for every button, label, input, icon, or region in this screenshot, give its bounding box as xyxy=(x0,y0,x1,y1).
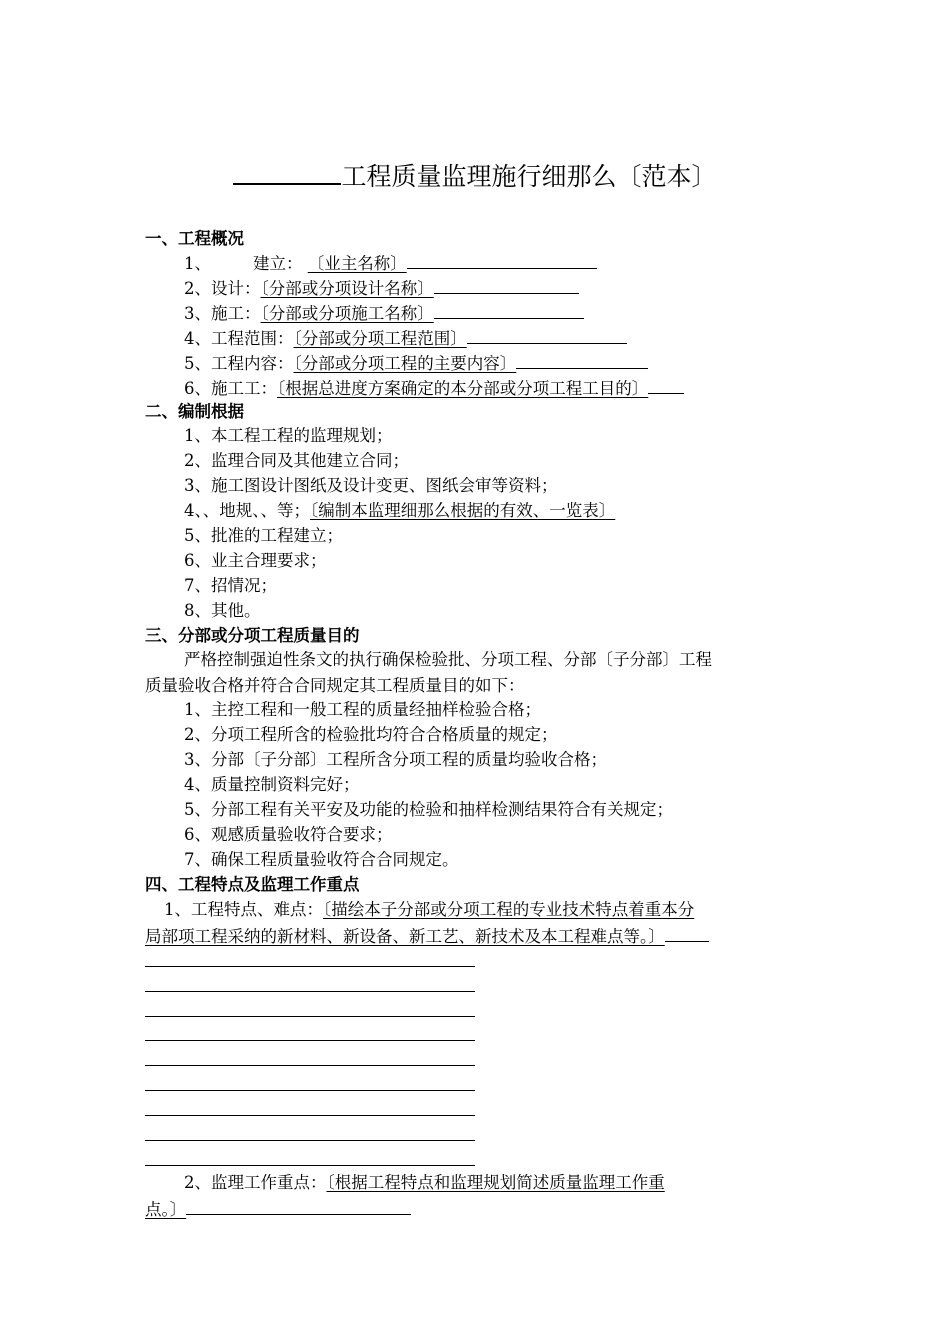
overview-item-6: 6、施工工：〔根据总进度方案确定的本分部或分项工程工目的〕 xyxy=(184,375,684,401)
section-heading-overview: 一、工程概况 xyxy=(145,229,244,248)
title-blank xyxy=(233,157,341,185)
basis-item-7: 7、招情况； xyxy=(184,576,277,595)
features-point-1-line-2: 局部项工程采纳的新材料、新设备、新工艺、新技术及本工程难点等。〕 xyxy=(145,923,709,949)
overview-item-5: 5、工程内容：〔分部或分项工程的主要内容〕 xyxy=(184,350,648,376)
quality-intro-line-2: 质量验收合格并符合合同规定其工程质量目的如下： xyxy=(145,676,525,695)
features-point-1-line-1: 1、工程特点、难点：〔描绘本子分部或分项工程的专业技术特点着重本分 xyxy=(164,900,695,919)
writing-line xyxy=(145,1140,475,1141)
document-title: 工程质量监理施行细那么〔范本〕 xyxy=(0,157,950,194)
quality-item-3: 3、分部〔子分部〕工程所含分项工程的质量均验收合格； xyxy=(184,750,607,769)
quality-item-6: 6、观感质量验收符合要求； xyxy=(184,825,393,844)
quality-item-4: 4、质量控制资料完好； xyxy=(184,775,360,794)
basis-item-8: 8、其他。 xyxy=(184,601,261,620)
quality-item-5: 5、分部工程有关平安及功能的检验和抽样检测结果符合有关规定； xyxy=(184,800,673,819)
quality-item-7: 7、确保工程质量验收符合合同规定。 xyxy=(184,850,459,869)
writing-line xyxy=(145,991,475,992)
writing-line xyxy=(145,1115,475,1116)
quality-item-2: 2、分项工程所含的检验批均符合合格质量的规定； xyxy=(184,725,558,744)
overview-item-4: 4、工程范围：〔分部或分项工程范围〕 xyxy=(184,325,627,351)
basis-item-5: 5、批准的工程建立； xyxy=(184,526,343,545)
quality-item-1: 1、主控工程和一般工程的质量经抽样检验合格； xyxy=(184,700,541,719)
features-point-2-line-2: 点。〕 xyxy=(145,1196,411,1222)
section-heading-features: 四、工程特点及监理工作重点 xyxy=(145,875,360,894)
basis-item-2: 2、监理合同及其他建立合同； xyxy=(184,451,409,470)
writing-line xyxy=(145,1065,475,1066)
basis-item-3: 3、施工图设计图纸及设计变更、图纸会审等资料； xyxy=(184,476,558,495)
writing-line xyxy=(145,1090,475,1091)
writing-line xyxy=(145,1165,475,1166)
writing-line xyxy=(145,1040,475,1041)
basis-item-6: 6、业主合理要求； xyxy=(184,551,327,570)
section-heading-quality-goal: 三、分部或分项工程质量目的 xyxy=(145,626,360,645)
basis-item-1: 1、本工程工程的监理规划； xyxy=(184,426,393,445)
features-point-2-line-1: 2、监理工作重点：〔根据工程特点和监理规划简述质量监理工作重 xyxy=(184,1173,665,1192)
overview-item-3: 3、施工：〔分部或分项施工名称〕 xyxy=(184,300,584,326)
section-heading-basis: 二、编制根据 xyxy=(145,402,244,421)
quality-intro-line-1: 严格控制强迫性条文的执行确保检验批、分项工程、分部〔子分部〕工程 xyxy=(184,650,712,669)
overview-item-1: 1、 建立： 〔业主名称〕 xyxy=(184,250,597,276)
writing-line xyxy=(145,966,475,967)
basis-item-4: 4、、地规、、等；〔编制本监理细那么根据的有效、一览表〕 xyxy=(184,501,616,520)
writing-line xyxy=(145,1016,475,1017)
overview-item-2: 2、设计：〔分部或分项设计名称〕 xyxy=(184,275,579,301)
